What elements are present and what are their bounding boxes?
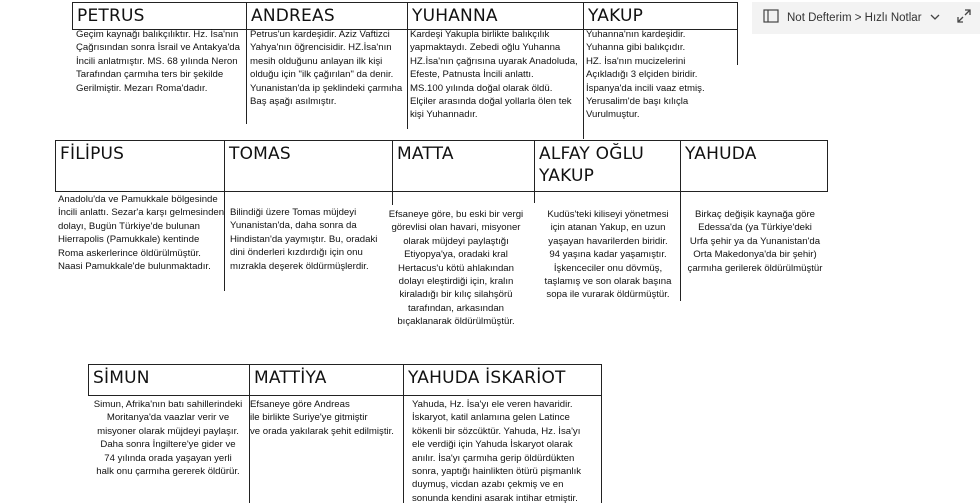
breadcrumb-text: Not Defterim > Hızlı Notlar bbox=[787, 12, 922, 24]
expand-button[interactable] bbox=[948, 2, 980, 34]
chevron-down-icon bbox=[930, 13, 940, 24]
text-petrus: Geçim kaynağı balıkçılıktır. Hz. İsa'nın Çağrısından sonra İsrail ve Antakya'da İncili anlatmıştır. MS. 68 yılında Neron Tarafından çarmıha ters bir şekilde Gerilmiştir. Mezarı Roma'dadır. bbox=[76, 29, 240, 94]
text-yakup: Yuhanna'nın kardeşidir. Yuhanna gibi balıkçıdır. HZ. İsa'nın mucizelerini Açıkladığı 3 elçiden biridir. İspanya'da incili vaaz etmiş. Yerusalim'de başı kılıçla Vurulmuştur. bbox=[586, 29, 705, 121]
header-yuhanna: YUHANNA bbox=[407, 2, 584, 30]
text-filipus: Anadolu'da ve Pamukkale bölgesinde İncili anlattı. Sezar'a karşı gelmesinden dolayı, Bugün Türkiye'de bulunan Hierrapolis (Pamukkale) kentinde Roma askerlerince öldürülmüştür. Naasi Pamukkale'de bulunmaktadır. bbox=[58, 194, 225, 273]
header-simun: SİMUN bbox=[88, 364, 250, 396]
header-yahuda: YAHUDA bbox=[680, 140, 828, 192]
text-andreas: Petrus'un kardeşidir. Aziz Vaftizci Yahya'nın öğrencisidir. HZ.İsa'nın mesih olduğunu anlayan ilk kişi olduğu için "ilk çağırılan" da denir. Yunanistan'da ip şeklindeki çarmıha Baş aşağı asılmıştır. bbox=[250, 29, 403, 108]
row1-divider-mid bbox=[407, 29, 408, 129]
text-tomas: Bilindiği üzere Tomas müjdeyi Yunanistan'da, daha sonra da Hindistan'da yaymıştır. Bu, oradaki dini önderleri kızdırdığı için onu mızrakla deşerek öldürmüşlerdir. bbox=[230, 207, 378, 272]
header-matta: MATTA bbox=[392, 140, 535, 192]
text-yahuda: Birkaç değişik kaynağa göre Edessa'da (ya Türkiye'deki Urfa şehir ya da Yunanistan'da Orta Makedonya'da bir şehir) çarmıha gerilerek öldürülmüştür bbox=[687, 209, 823, 274]
text-yuhanna: Kardeşi Yakupla birlikte balıkçılık yapmaktaydı. Zebedi oğlu Yuhanna HZ.İsa'nın çağrısına uyarak Anadoluda, Efeste, Patnusta İncili anlattı. MS.100 yılında doğal olarak öldü. Elçiler arasında doğal yollarla ölen tek kişi Yuhannadır. bbox=[410, 29, 578, 121]
row1-divider-right bbox=[583, 29, 584, 139]
text-yahuda-iskariot: Yahuda, Hz. İsa'yı ele veren havaridir. İskaryot, katil anlamına gelen Latince kökenli bir sözcüktür. Yahuda, Hz. İsa'yı ele verdiği için Yahuda İskaryot olarak anılır. İsa'yı çarmıha gerip öldürdükten sonra, yaptığı hainlikten ötürü pişmanlık duymuş, vicdan azabı çekmiş ve en sonunda kendini asarak intihar etmiştir. bbox=[412, 399, 582, 503]
text-alfay-oglu-yakup: Kudüs'teki kiliseyi yönetmesi için atanan Yakup, en uzun yaşayan havarilerden biridir. 94 yaşına kadar yaşamıştır. İşkenceciler onu dövmüş, taşlamış ve son olarak başına sopa ile vurarak öldürmüştür. bbox=[544, 209, 672, 301]
expand-diagonal-icon bbox=[957, 9, 971, 28]
header-yakup: YAKUP bbox=[583, 2, 738, 30]
header-tomas: TOMAS bbox=[224, 140, 393, 192]
notebook-icon bbox=[763, 9, 779, 28]
row2-divider-3 bbox=[534, 191, 535, 203]
notebook-breadcrumb[interactable] bbox=[755, 4, 946, 32]
header-filipus: FİLİPUS bbox=[55, 140, 225, 192]
row1-divider-left bbox=[246, 29, 247, 124]
row1-divider-end bbox=[737, 29, 738, 65]
text-simun: Simun, Afrika'nın batı sahillerindeki Moritanya'da vaazlar verir ve misyoner olarak müjdeyi paylaşır. Daha sonra İngiltere'ye gider ve 74 yılında orada yaşayan yerli halk onu çarmıha gererek öldürür. bbox=[93, 399, 243, 478]
header-yahuda-iskariot: YAHUDA İSKARİOT bbox=[403, 364, 602, 396]
row2-divider-2 bbox=[392, 191, 393, 205]
row2-divider-4 bbox=[680, 191, 681, 301]
row3-divider-2 bbox=[403, 395, 404, 503]
header-mattiya: MATTİYA bbox=[249, 364, 404, 396]
row3-divider-3 bbox=[601, 395, 602, 503]
notebook-breadcrumb-bar bbox=[752, 2, 980, 34]
header-alfay-oglu-yakup: ALFAY OĞLU YAKUP bbox=[534, 140, 681, 192]
header-andreas: ANDREAS bbox=[246, 2, 408, 30]
header-petrus: PETRUS bbox=[72, 2, 247, 30]
text-matta: Efsaneye göre, bu eski bir vergi görevlisi olan havari, misyoner olarak müjdeyi paylaştığı Etiyopya'ya, oradaki kral Hertacus'u kötü ahlakından dolayı eleştirdiği için, kralın kiraladığı bir kılıç silahşörü tarafından, arkasından bıçaklanarak öldürülmüştür. bbox=[388, 209, 524, 328]
text-mattiya: Efsaneye göre Andreas ile birlikte Suriye'ye gitmiştir ve orada yakılarak şehit edilmiştir. bbox=[250, 399, 394, 437]
